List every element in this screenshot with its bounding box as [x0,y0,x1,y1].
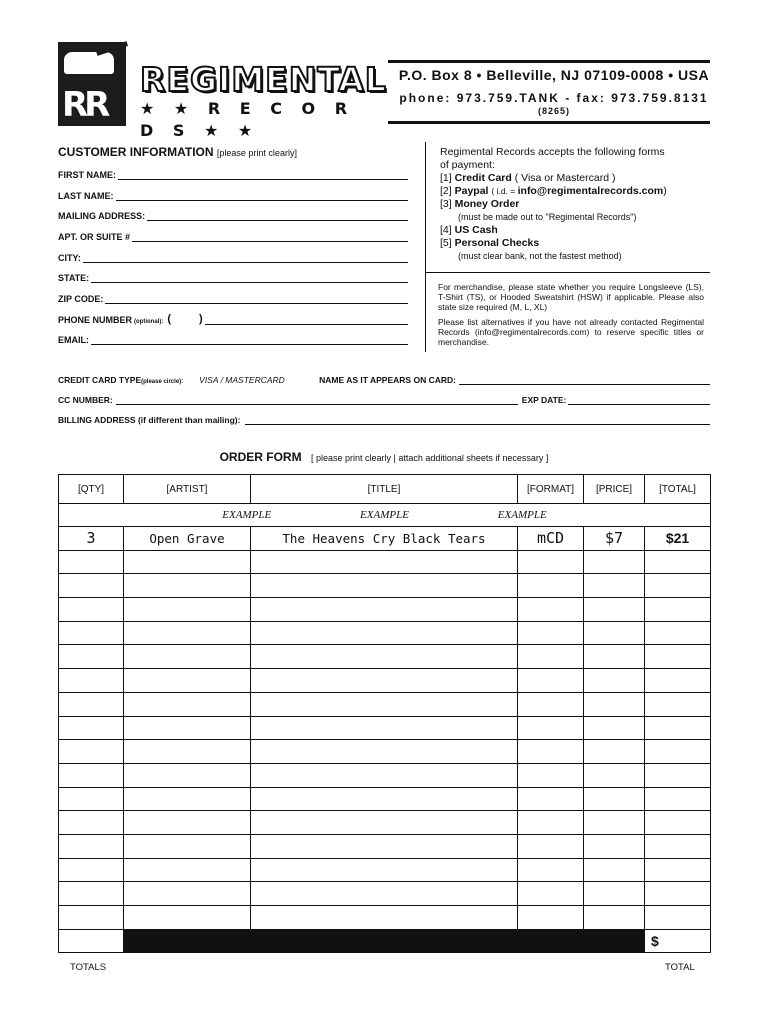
merchandise-note: For merchandise, please state whether you require Longsleeve (LS), T-Shirt (TS), or Hooded Sweatshirt (HSW) if applicable. Please also state size required (M, L, XL) [438,282,704,312]
order-cell-artist[interactable] [124,763,251,787]
tank-icon [64,52,114,74]
cc-name-line[interactable] [459,375,710,385]
apt-suite-field[interactable] [58,228,408,242]
billing-address-row [58,413,710,425]
order-cell-title[interactable] [251,906,518,930]
first-name-field[interactable] [58,166,408,180]
cc-type-label: CREDIT CARD TYPE [58,375,142,385]
totals-row [59,929,711,952]
order-cell-price[interactable] [584,787,645,811]
order-cell-price[interactable] [584,621,645,645]
order-row [59,858,711,882]
order-cell-format[interactable] [518,574,584,598]
order-cell-total[interactable] [645,834,711,858]
header-rule-bottom [388,121,710,124]
payment-extra: ( i.d. = [491,186,518,196]
order-cell-total[interactable] [645,763,711,787]
order-row [59,740,711,764]
order-row [59,763,711,787]
order-cell-artist[interactable] [124,811,251,835]
apt-suite-line[interactable] [132,231,408,242]
billing-address-label: BILLING ADDRESS (if different than mailing): [58,415,241,425]
order-cell-price[interactable] [584,598,645,622]
phone-area-open: ( [167,313,172,325]
sample-title: The Heavens Cry Black Tears [251,527,518,551]
payment-intro-1: Regimental Records accepts the following forms [440,146,665,158]
order-cell-format[interactable] [518,834,584,858]
order-cell-title[interactable] [251,811,518,835]
order-cell-qty[interactable] [59,763,124,787]
last-name-line[interactable] [116,190,409,201]
phone-number-line[interactable] [205,314,408,325]
order-cell-format[interactable] [518,787,584,811]
payment-num: [4] [440,224,452,236]
header-address: P.O. Box 8 • Belleville, NJ 07109-0008 • USA [398,67,710,83]
order-row [59,787,711,811]
order-cell-qty[interactable] [59,621,124,645]
order-cell-price[interactable] [584,858,645,882]
tank-barrel [96,41,128,56]
order-cell-total[interactable] [645,574,711,598]
zip-code-label: ZIP CODE: [58,294,104,304]
order-cell-qty[interactable] [59,834,124,858]
header-rule-top [388,60,710,63]
col-total: [TOTAL] [645,475,711,504]
order-cell-qty[interactable] [59,858,124,882]
first-name-label: FIRST NAME: [58,170,116,180]
order-cell-price[interactable] [584,550,645,574]
totals-label: TOTALS [70,962,107,973]
order-cell-total[interactable] [645,645,711,669]
order-cell-format[interactable] [518,621,584,645]
email-field[interactable] [58,331,408,345]
email-label: EMAIL: [58,335,89,345]
cc-name-label: NAME AS IT APPEARS ON CARD: [319,375,456,385]
order-cell-total[interactable] [645,550,711,574]
order-form-note: [ please print clearly | attach additional sheets if necessary ] [310,453,549,463]
order-cell-title[interactable] [251,598,518,622]
sample-qty: 3 [59,527,124,551]
payment-num: [3] [440,198,452,210]
mailing-address-label: MAILING ADDRESS: [58,211,146,221]
order-table [58,474,711,953]
email-line[interactable] [91,334,408,345]
order-cell-price[interactable] [584,716,645,740]
order-row [59,906,711,930]
order-cell-title[interactable] [251,645,518,669]
col-qty: [QTY] [59,475,124,504]
order-cell-artist[interactable] [124,550,251,574]
order-cell-qty[interactable] [59,574,124,598]
order-cell-artist[interactable] [124,834,251,858]
phone-number-field[interactable] [58,311,408,325]
money-order-note: (must be made out to "Regimental Records") [458,212,637,222]
order-row [59,716,711,740]
header-phone: phone: 973.759.TANK - fax: 973.759.8131 [399,91,709,105]
order-cell-artist[interactable] [124,716,251,740]
phone-number-label: PHONE NUMBER [58,315,133,325]
order-cell-qty[interactable] [59,740,124,764]
order-cell-price[interactable] [584,763,645,787]
cc-number-line[interactable] [116,395,518,405]
example-labels [59,504,711,527]
payment-name: Personal Checks [454,237,540,249]
personal-checks-note: (must clear bank, not the fastest method) [458,251,622,261]
apt-suite-label: APT. OR SUITE # [58,232,131,242]
customer-info-heading: CUSTOMER INFORMATION [58,145,214,159]
order-cell-artist[interactable] [124,669,251,693]
col-format: [FORMAT] [518,475,584,504]
city-field[interactable] [58,249,408,263]
order-cell-qty[interactable] [59,716,124,740]
order-cell-artist[interactable] [124,621,251,645]
order-cell-qty[interactable] [59,692,124,716]
example-title: EXAMPLE [360,509,409,521]
order-row [59,550,711,574]
totals-dollar[interactable]: $ [645,929,711,952]
order-cell-format[interactable] [518,763,584,787]
sample-total: $21 [645,527,711,551]
billing-address-line[interactable] [245,415,710,425]
order-row [59,669,711,693]
brand-subtitle: ★ ★ R E C O R D S ★ ★ [140,99,355,140]
paypal-email: info@regimentalrecords.com [517,185,664,197]
mailing-address-line[interactable] [147,210,408,221]
total-label: TOTAL [665,962,695,973]
zip-code-line[interactable] [105,293,408,304]
order-cell-format[interactable] [518,882,584,906]
order-cell-qty[interactable] [59,669,124,693]
phone-area-close: ) [199,313,203,325]
order-cell-total[interactable] [645,621,711,645]
first-name-line[interactable] [118,169,408,180]
order-cell-title[interactable] [251,550,518,574]
exp-date-line[interactable] [568,395,710,405]
order-cell-title[interactable] [251,763,518,787]
example-row [59,504,711,527]
order-cell-total[interactable] [645,716,711,740]
example-artist: EXAMPLE [222,509,272,521]
totals-blackout [124,929,645,952]
order-cell-format[interactable] [518,858,584,882]
order-cell-qty[interactable] [59,882,124,906]
order-cell-total[interactable] [645,811,711,835]
order-cell-artist[interactable] [124,882,251,906]
order-cell-qty[interactable] [59,550,124,574]
order-cell-title[interactable] [251,740,518,764]
state-field[interactable] [58,269,408,283]
order-cell-artist[interactable] [124,692,251,716]
order-row [59,882,711,906]
payment-us-cash [440,224,710,237]
order-cell-qty[interactable] [59,645,124,669]
payment-num: [5] [440,237,452,249]
order-cell-artist[interactable] [124,645,251,669]
order-cell-artist[interactable] [124,598,251,622]
last-name-label: LAST NAME: [58,191,114,201]
order-cell-title[interactable] [251,574,518,598]
col-artist: [ARTIST] [124,475,251,504]
order-cell-title[interactable] [251,692,518,716]
logo-emblem [58,42,126,126]
order-cell-artist[interactable] [124,906,251,930]
order-cell-artist[interactable] [124,858,251,882]
customer-info-note: [please print clearly] [216,148,297,158]
credit-card-type-row [58,373,710,385]
order-cell-title[interactable] [251,716,518,740]
merchandise-info [438,282,704,347]
order-cell-format[interactable] [518,740,584,764]
order-cell-artist[interactable] [124,787,251,811]
state-line[interactable] [91,272,408,283]
order-cell-qty[interactable] [59,598,124,622]
last-name-field[interactable] [58,187,408,201]
payment-num: [1] [440,172,452,184]
sample-row [59,527,711,551]
customer-info-title [58,145,297,159]
payment-name: Money Order [454,198,520,210]
order-cell-format[interactable] [518,811,584,835]
order-cell-total[interactable] [645,787,711,811]
order-cell-format[interactable] [518,550,584,574]
phone-optional-note: (optional): [134,319,164,325]
logo-monogram: RR [62,85,107,125]
payment-name: Credit Card [454,172,512,184]
totals-qty-cell[interactable] [59,929,124,952]
order-cell-format[interactable] [518,906,584,930]
state-label: STATE: [58,273,90,283]
order-cell-qty[interactable] [59,811,124,835]
cc-number-row [58,393,710,405]
sample-price: $7 [584,527,645,551]
payment-name: US Cash [454,224,498,236]
header-phone-extra: (8265) [537,106,570,116]
order-cell-total[interactable] [645,882,711,906]
order-cell-price[interactable] [584,906,645,930]
order-cell-title[interactable] [251,787,518,811]
order-form-heading: ORDER FORM [219,450,302,464]
order-cell-title[interactable] [251,669,518,693]
order-cell-total[interactable] [645,740,711,764]
payment-close: ) [663,185,667,197]
order-cell-total[interactable] [645,906,711,930]
order-cell-qty[interactable] [59,787,124,811]
col-title: [TITLE] [251,475,518,504]
order-cell-title[interactable] [251,834,518,858]
payment-personal-checks [440,237,710,250]
order-cell-total[interactable] [645,669,711,693]
order-row [59,811,711,835]
order-form-title [58,450,710,464]
order-header-row [59,475,711,504]
order-cell-total[interactable] [645,598,711,622]
order-row [59,598,711,622]
city-label: CITY: [58,253,81,263]
order-cell-total[interactable] [645,858,711,882]
payment-num: [2] [440,185,452,197]
order-cell-format[interactable] [518,598,584,622]
order-cell-price[interactable] [584,882,645,906]
order-cell-format[interactable] [518,669,584,693]
exp-date-label: EXP DATE: [521,395,567,405]
brand-name: REGIMENTAL [140,60,387,99]
cc-number-label: CC NUMBER: [58,395,113,405]
order-cell-price[interactable] [584,811,645,835]
sample-artist: Open Grave [124,527,251,551]
city-line[interactable] [83,252,408,263]
order-cell-title[interactable] [251,882,518,906]
payment-name: Paypal [454,185,489,197]
payment-extra: ( Visa or Mastercard ) [514,172,616,184]
order-cell-format[interactable] [518,645,584,669]
order-cell-price[interactable] [584,834,645,858]
order-cell-title[interactable] [251,621,518,645]
order-row [59,645,711,669]
order-cell-format[interactable] [518,692,584,716]
order-cell-artist[interactable] [124,740,251,764]
order-row [59,692,711,716]
order-cell-artist[interactable] [124,574,251,598]
order-cell-price[interactable] [584,692,645,716]
order-cell-price[interactable] [584,574,645,598]
order-cell-title[interactable] [251,858,518,882]
payment-methods [440,146,710,263]
order-cell-qty[interactable] [59,906,124,930]
order-cell-price[interactable] [584,669,645,693]
zip-code-field[interactable] [58,290,408,304]
payment-paypal [440,185,710,198]
example-format: EXAMPLE [497,509,547,521]
mailing-address-field[interactable] [58,207,408,221]
order-cell-price[interactable] [584,645,645,669]
section-divider-horizontal [425,272,710,273]
payment-money-order [440,198,710,211]
cc-type-note: (please circle): [141,379,184,385]
order-cell-price[interactable] [584,740,645,764]
order-cell-format[interactable] [518,716,584,740]
section-divider-vertical [425,142,426,352]
sample-format: mCD [518,527,584,551]
order-row [59,834,711,858]
order-row [59,574,711,598]
cc-type-options[interactable]: VISA / MASTERCARD [199,375,285,385]
payment-intro-2: of payment: [440,159,495,171]
col-price: [PRICE] [584,475,645,504]
alternatives-note: Please list alternatives if you have not already contacted Regimental Records (info@regimentalrecords.com) to reserve specific titles or merchandise. [438,317,704,347]
payment-credit-card [440,172,710,185]
order-row [59,621,711,645]
order-cell-total[interactable] [645,692,711,716]
